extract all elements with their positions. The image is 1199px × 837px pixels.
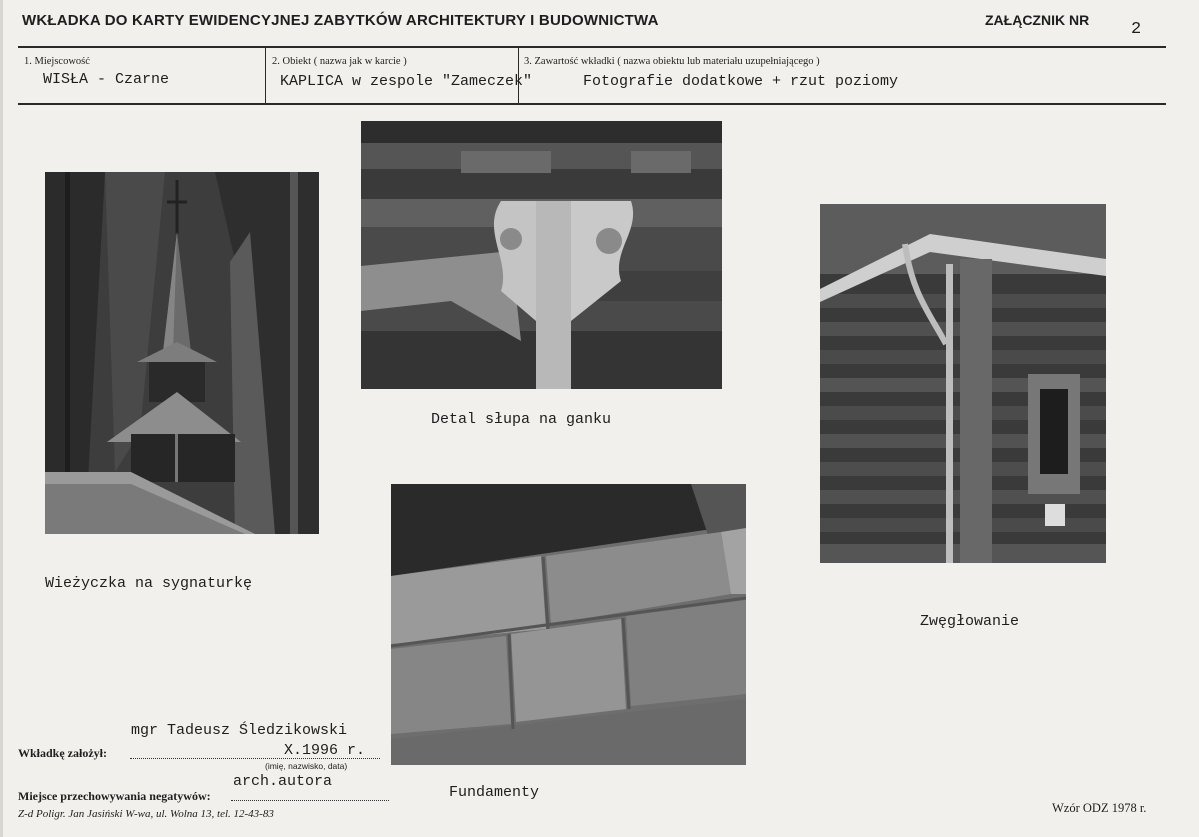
header-rule-top — [18, 46, 1166, 48]
storage-dotted-line — [231, 800, 389, 801]
object-label: 2. Obiekt ( nazwa jak w karcie ) — [272, 56, 407, 67]
sheet-edge — [0, 0, 3, 837]
photo-corner-joinery — [820, 204, 1106, 563]
porch-post-image — [361, 121, 722, 389]
annex-number: 2 — [1131, 20, 1142, 39]
field-divider-1 — [265, 48, 266, 103]
locality-value: WISŁA - Czarne — [43, 71, 170, 88]
storage-value: arch.autora — [233, 773, 333, 790]
photo-porch-post-detail — [361, 121, 722, 389]
header-rule-bottom — [18, 103, 1166, 105]
bell-turret-image — [45, 172, 319, 534]
caption-bell-turret: Wieżyczka na sygnaturkę — [45, 575, 253, 592]
form-code: Wzór ODZ 1978 r. — [1052, 801, 1147, 815]
content-label: 3. Zawartość wkładki ( nazwa obiektu lub materiału uzupełniającego ) — [524, 56, 820, 67]
locality-label: 1. Miejscowość — [24, 56, 90, 67]
photo-foundations — [391, 484, 746, 765]
photo-bell-turret — [45, 172, 319, 534]
author-date: X.1996 r. — [284, 742, 366, 759]
caption-corner-joinery: Zwęgłowanie — [920, 613, 1020, 630]
sheet-title: WKŁADKA DO KARTY EWIDENCYJNEJ ZABYTKÓW ARCHITEKTURY I BUDOWNICTWA — [22, 12, 659, 29]
author-label: Wkładkę założył: — [18, 746, 107, 760]
author-name: mgr Tadeusz Śledzikowski — [131, 722, 348, 739]
author-field-note: (imię, nazwisko, data) — [265, 761, 348, 771]
annex-label: ZAŁĄCZNIK NR — [985, 12, 1090, 28]
object-value: KAPLICA w zespole "Zameczek" — [280, 73, 533, 90]
corner-joinery-image — [820, 204, 1106, 563]
foundations-image — [391, 484, 746, 765]
printer-imprint: Z-d Poligr. Jan Jasiński W-wa, ul. Wolna 13, tel. 12-43-83 — [18, 808, 274, 820]
caption-foundations: Fundamenty — [449, 784, 540, 801]
storage-label: Miejsce przechowywania negatywów: — [18, 789, 211, 803]
content-value: Fotografie dodatkowe + rzut poziomy — [583, 73, 899, 90]
caption-porch-post-detail: Detal słupa na ganku — [431, 411, 612, 428]
